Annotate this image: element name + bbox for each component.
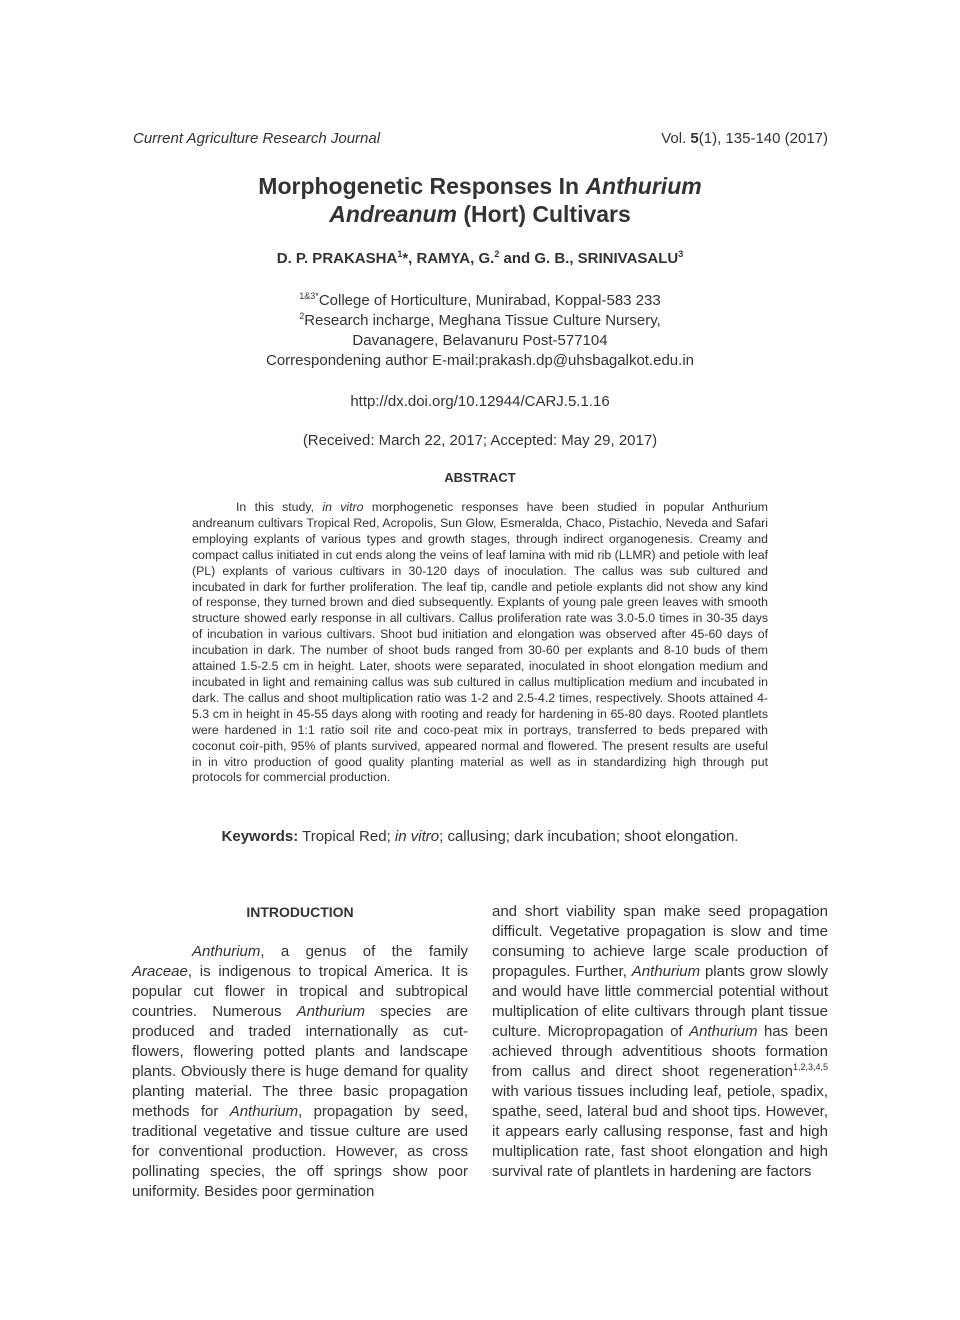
affiliation-line-3: Davanagere, Belavanuru Post-577104	[352, 332, 608, 349]
authors	[0, 250, 960, 267]
intro-right-italic-2: Anthurium	[689, 1023, 758, 1040]
introduction-heading: INTRODUCTION	[246, 904, 354, 920]
affil-1-sup: 1&3*	[299, 291, 319, 301]
intro-italic-2: Araceae	[132, 963, 188, 980]
vol-suffix: (1), 135-140 (2017)	[698, 130, 828, 147]
abstract-body	[192, 500, 768, 786]
received-accepted-dates: (Received: March 22, 2017; Accepted: May 29, 2017)	[302, 432, 658, 449]
affiliation-line-2	[0, 311, 960, 331]
intro-right-text-3: has been achieved through adventitious shoots formation from callus and direct shoot regeneration	[492, 1023, 828, 1080]
intro-italic-1: Anthurium	[192, 943, 261, 960]
corresponding-author: Correspondening author E-mail:prakash.dp@uhsbagalkot.edu.in	[266, 352, 694, 369]
author-2-sup: 2	[494, 249, 500, 259]
keyword-1: Tropical Red;	[298, 828, 395, 845]
keywords	[0, 828, 960, 845]
title-italic1: Anthurium	[585, 173, 702, 199]
citation-sup[interactable]: 1,2,3,4,5	[792, 1062, 828, 1072]
keyword-2: in vitro	[394, 828, 440, 845]
intro-text-4: , propagation by seed, traditional vegetative and tissue culture are used for conventional production. However, as cross pollinating species, the off springs show poor uniformity. Besides poor germination	[132, 1103, 468, 1200]
paper-title	[0, 172, 960, 228]
abstract-lead: In this study,	[236, 500, 323, 514]
title-part1: Morphogenetic Responses In	[258, 173, 586, 199]
vol-number: 5	[690, 130, 699, 147]
author-2: *, RAMYA, G.	[402, 250, 495, 267]
affiliation-line-1	[0, 291, 960, 311]
intro-paragraph-1	[132, 942, 468, 1202]
doi-link[interactable]: http://dx.doi.org/10.12944/CARJ.5.1.16	[350, 393, 610, 410]
intro-paragraph-continued	[492, 902, 828, 1182]
intro-right-text-4: with various tissues including leaf, petiole, spadix, spathe, seed, lateral bud and shoot tips. However, it appears early callusing response, fast and high multiplication rate, fast shoot elongation and high survival rate of plantlets in hardening are factors	[492, 1083, 828, 1180]
left-column	[132, 902, 468, 1202]
intro-right-text-1: and short viability span make seed propagation difficult. Vegetative propagation is slow and time consuming to achieve large scale production of propagules. Further,	[492, 903, 828, 980]
affil-2-text: Research incharge, Meghana Tissue Culture Nursery,	[304, 312, 661, 329]
intro-right-italic-1: Anthurium	[631, 963, 701, 980]
affil-2-sup: 2	[299, 311, 305, 321]
abstract-italic: in vitro	[322, 500, 364, 514]
journal-name: Current Agriculture Research Journal	[133, 130, 381, 147]
keywords-label: Keywords:	[221, 828, 299, 845]
intro-text-1: , a genus of the family	[260, 943, 468, 960]
keyword-rest: ; callusing; dark incubation; shoot elongation.	[439, 828, 739, 845]
author-1-sup: 1	[397, 249, 403, 259]
abstract-text: morphogenetic responses have been studied in popular Anthurium andreanum cultivars Tropical Red, Acropolis, Sun Glow, Esmeralda, Chaco, Pistachio, Neveda and Safari employing explants of various types and growth stages, through indirect organogenesis. Creamy and compact callus initiated in cut ends along the veins of leaf lamina with mid rib (LLMR) and petiole with leaf (PL) explants of various cultivars in 30-120 days of inoculation. The callus was sub cultured and incubated in dark for further proliferation. The leaf tip, candle and petiole explants did not show any kind of response, they turned brown and died subsequently. Explants of young pale green leaves with smooth structure showed early response in all cultivars. Callus proliferation rate was 3.0-5.0 times in 30-35 days of incubation in various cultivars. Shoot bud initiation and elongation was observed after 45-60 days of incubation in dark. The number of shoot buds ranged from 30-60 per explants and 8-10 buds of them attained 1.5-2.5 cm in height. Later, shoots were separated, inoculated in shoot elongation medium and incubated in light and remaining callus was sub cultured in callus multiplication medium and incubated in dark. The callus and shoot multiplication ratio was 1-2 and 2.5-4.2 times, respectively. Shoots attained 4-5.3 cm in height in 45-55 days along with rooting and ready for hardening in 65-80 days. Rooted plantlets were hardened in 1:1 ratio soil rite and coco-peat mix in portrays, transferred to beds prepared with coconut coir-pith, 95% of plants survived, appeared normal and flowered. The present results are useful in in vitro production of good quality planting material as well as in standardizing high through put protocols for commercial production.	[192, 500, 769, 785]
affil-1-text: College of Horticulture, Munirabad, Koppal-583 233	[318, 292, 661, 309]
intro-italic-4: Anthurium	[229, 1103, 299, 1120]
intro-text-2: , is indigenous to tropical America. It is popular cut flower in tropical and subtropical countries. Numerous	[132, 963, 468, 1020]
intro-text-3: species are produced and traded internationally as cut-flowers, flowering potted plants and landscape plants. Obviously there is huge demand for quality planting material. The three basic propagation methods for	[132, 1003, 468, 1120]
vol-prefix: Vol.	[661, 130, 691, 147]
affiliations	[0, 291, 960, 371]
right-column	[492, 902, 828, 1182]
intro-right-text-2: plants grow slowly and would have little commercial potential without multiplication of elite cultivars through plant tissue culture. Micropropagation of	[492, 963, 828, 1040]
volume-info	[661, 130, 828, 147]
title-part2: (Hort) Cultivars	[457, 201, 631, 227]
intro-italic-3: Anthurium	[296, 1003, 366, 1020]
abstract-heading: ABSTRACT	[444, 470, 516, 485]
author-3-sup: 3	[678, 249, 684, 259]
title-italic2: Andreanum	[329, 201, 457, 227]
author-3: and G. B., SRINIVASALU	[499, 250, 679, 267]
author-1: D. P. PRAKASHA	[276, 250, 398, 267]
